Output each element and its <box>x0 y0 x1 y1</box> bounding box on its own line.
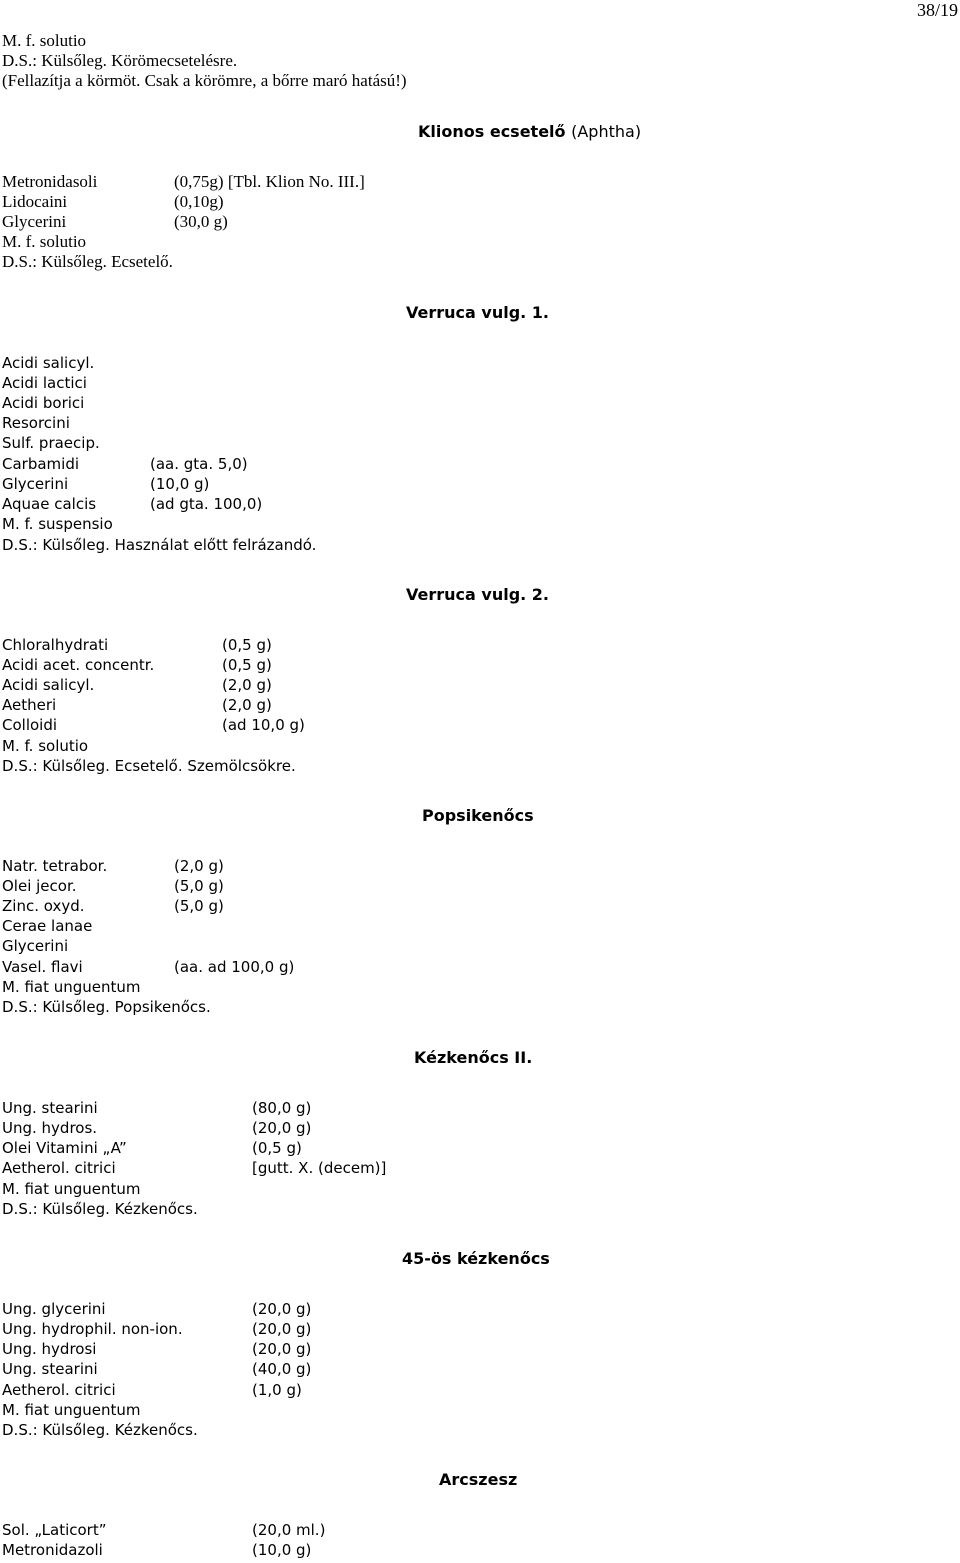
ingredient-amount: (aa. gta. 5,0) <box>150 455 248 473</box>
ingredient-name: Chloralhydrati <box>2 636 109 654</box>
ingredient-name: Colloidi <box>2 716 58 734</box>
ingredient-name: Aetherol. citrici <box>2 1381 116 1399</box>
ingredient-amount: (20,0 g) <box>252 1300 312 1318</box>
ingredient-name: Olei jecor. <box>2 877 77 895</box>
ingredient-name: Vasel. flavi <box>2 958 83 976</box>
recipe-line: D.S.: Külsőleg. Ecsetelő. Szemölcsökre. <box>2 757 296 775</box>
recipe-line: M. f. solutio <box>2 232 87 251</box>
ingredient-amount: [gutt. X. (decem)] <box>252 1159 387 1177</box>
recipe-subtitle: (Aphtha) <box>571 122 642 141</box>
ingredient-name: Ung. hydrophil. non-ion. <box>2 1320 183 1338</box>
ingredient-name: Natr. tetrabor. <box>2 857 108 875</box>
intro-line: (Fellazítja a körmöt. Csak a körömre, a bőrre maró hatású!) <box>2 71 407 90</box>
ingredient-amount: (0,5 g) <box>252 1139 302 1157</box>
ingredient-amount: (aa. ad 100,0 g) <box>174 958 295 976</box>
ingredient-amount: (ad 10,0 g) <box>222 716 305 734</box>
ingredient-amount: (30,0 g) <box>174 212 228 231</box>
ingredient-name: Glycerini <box>2 475 69 493</box>
recipe-title: Verruca vulg. 1. <box>406 303 549 322</box>
ingredient-name: Sulf. praecip. <box>2 434 100 452</box>
ingredient-amount: (20,0 ml.) <box>252 1521 326 1539</box>
ingredient-name: Acidi salicyl. <box>2 676 95 694</box>
ingredient-name: Aetheri <box>2 696 57 714</box>
page-number: 38/19 <box>916 0 958 20</box>
recipe-line: D.S.: Külsőleg. Használat előtt felrázandó. <box>2 536 317 554</box>
ingredient-name: Carbamidi <box>2 455 80 473</box>
intro-line: M. f. solutio <box>2 31 87 50</box>
ingredient-name: Acidi lactici <box>2 374 87 392</box>
ingredient-name: Zinc. oxyd. <box>2 897 85 915</box>
ingredient-name: Acidi acet. concentr. <box>2 656 155 674</box>
recipe-line: D.S.: Külsőleg. Kézkenőcs. <box>2 1421 198 1439</box>
ingredient-amount: (10,0 g) <box>150 475 210 493</box>
ingredient-amount: (40,0 g) <box>252 1360 312 1378</box>
ingredient-name: Acidi salicyl. <box>2 354 95 372</box>
ingredient-name: Resorcini <box>2 414 70 432</box>
recipe-line: M. fiat unguentum <box>2 978 141 996</box>
recipe-line: M. f. solutio <box>2 737 89 755</box>
ingredient-name: Ung. hydrosi <box>2 1340 97 1358</box>
ingredient-name: Ung. hydros. <box>2 1119 98 1137</box>
recipe-line: D.S.: Külsőleg. Kézkenőcs. <box>2 1200 198 1218</box>
recipe-title-text: Klionos ecsetelő <box>418 122 566 141</box>
ingredient-name: Glycerini <box>2 212 67 231</box>
ingredient-name: Cerae lanae <box>2 917 93 935</box>
recipe-line: M. fiat unguentum <box>2 1401 141 1419</box>
ingredient-amount: (20,0 g) <box>252 1320 312 1338</box>
ingredient-amount: (80,0 g) <box>252 1099 312 1117</box>
ingredient-name: Lidocaini <box>2 192 68 211</box>
ingredient-amount: (0,75g) [Tbl. Klion No. III.] <box>174 172 365 191</box>
ingredient-amount: (2,0 g) <box>222 696 272 714</box>
recipe-line: D.S.: Külsőleg. Ecsetelő. <box>2 252 173 271</box>
ingredient-name: Aquae calcis <box>2 495 97 513</box>
ingredient-name: Sol. „Laticort” <box>2 1521 107 1539</box>
ingredient-amount: (2,0 g) <box>222 676 272 694</box>
intro-line: D.S.: Külsőleg. Körömecsetelésre. <box>2 51 238 70</box>
ingredient-amount: (2,0 g) <box>174 857 224 875</box>
ingredient-amount: (20,0 g) <box>252 1119 312 1137</box>
recipe-title: 45-ös kézkenőcs <box>402 1249 550 1268</box>
ingredient-amount: (0,10g) <box>174 192 224 211</box>
ingredient-name: Ung. stearini <box>2 1099 98 1117</box>
ingredient-amount: (20,0 g) <box>252 1340 312 1358</box>
ingredient-amount: (5,0 g) <box>174 897 224 915</box>
recipe-title: Verruca vulg. 2. <box>406 585 549 604</box>
ingredient-amount: (0,5 g) <box>222 656 272 674</box>
ingredient-name: Olei Vitamini „A” <box>2 1139 127 1157</box>
recipe-line: M. fiat unguentum <box>2 1180 141 1198</box>
ingredient-amount: (1,0 g) <box>252 1381 302 1399</box>
ingredient-amount: (0,5 g) <box>222 636 272 654</box>
recipe-title <box>418 122 641 142</box>
ingredient-name: Metronidazoli <box>2 1541 103 1559</box>
recipe-title: Popsikenőcs <box>422 806 534 825</box>
ingredient-amount: (10,0 g) <box>252 1541 312 1559</box>
recipe-title: Arcszesz <box>439 1470 518 1489</box>
recipe-title: Kézkenőcs II. <box>414 1048 533 1067</box>
recipe-line: M. f. suspensio <box>2 515 113 533</box>
ingredient-name: Aetherol. citrici <box>2 1159 116 1177</box>
ingredient-name: Acidi borici <box>2 394 85 412</box>
recipe-line: D.S.: Külsőleg. Popsikenőcs. <box>2 998 211 1016</box>
ingredient-name: Glycerini <box>2 937 69 955</box>
ingredient-name: Ung. glycerini <box>2 1300 106 1318</box>
ingredient-name: Ung. stearini <box>2 1360 98 1378</box>
ingredient-name: Metronidasoli <box>2 172 98 191</box>
ingredient-amount: (ad gta. 100,0) <box>150 495 263 513</box>
ingredient-amount: (5,0 g) <box>174 877 224 895</box>
